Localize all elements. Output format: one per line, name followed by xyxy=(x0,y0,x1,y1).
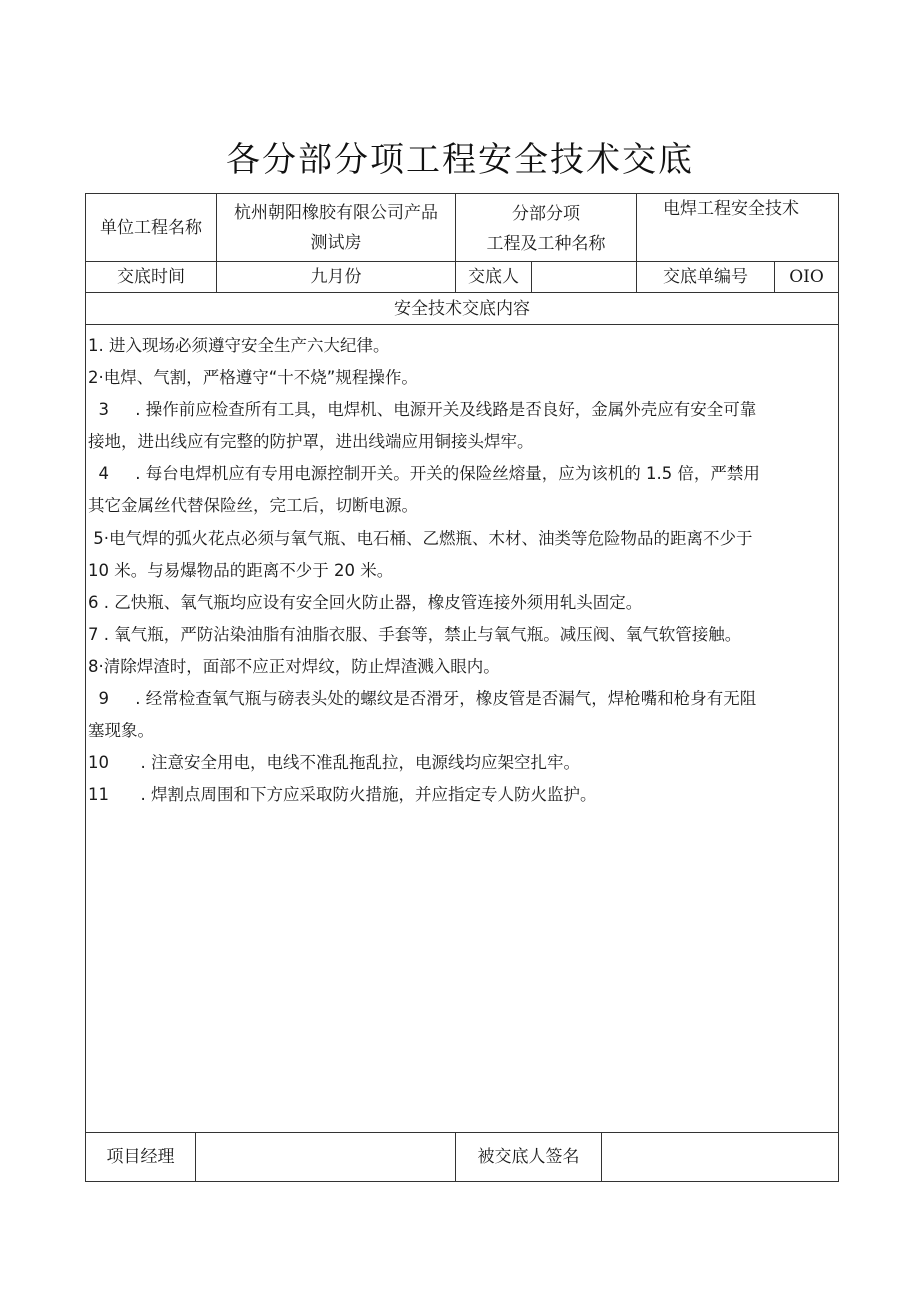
part-value: 电焊工程安全技术 xyxy=(663,199,799,219)
unit-value-line-1: 杭州朝阳橡胶有限公司产品 xyxy=(234,203,438,223)
disclosure-form xyxy=(85,193,839,1182)
content-line: 5·电气焊的弧火花点必须与氧气瓶、电石桶、乙燃瓶、木材、油类等危险物品的距离不少于 xyxy=(88,529,753,548)
content-line: 10 米。与易爆物品的距离不少于 20 米。 xyxy=(88,561,394,580)
number-value: OIO xyxy=(789,267,824,287)
content-line: 接地，进出线应有完整的防护罩，进出线端应用铜接头焊牢。 xyxy=(88,432,534,451)
content-line: 塞现象。 xyxy=(88,721,154,740)
manager-label: 项目经理 xyxy=(106,1147,175,1167)
content-line: 其它金属丝代替保险丝，完工后，切断电源。 xyxy=(88,496,418,515)
content-line: 8·清除焊渣时，面部不应正对焊纹，防止焊渣溅入眼内。 xyxy=(88,657,500,676)
person-value xyxy=(532,262,636,292)
content-line: 3 . 操作前应检查所有工具，电焊机、电源开关及线路是否良好，金属外壳应有安全可靠 xyxy=(88,400,757,419)
content-line: 10 . 注意安全用电，电线不准乱拖乱拉，电源线均应架空扎牢。 xyxy=(88,753,580,772)
content-line: 7 . 氧气瓶，严防沾染油脂有油脂衣服、手套等，禁止与氧气瓶。减压阀、氧气软管接触。 xyxy=(88,625,742,644)
time-value: 九月份 xyxy=(310,267,362,287)
unit-value xyxy=(217,196,455,260)
part-label-line-1: 分部分项 xyxy=(512,204,580,224)
sign-label: 被交底人签名 xyxy=(477,1147,580,1167)
unit-label: 单位工程名称 xyxy=(100,217,202,238)
time-label: 交底时间 xyxy=(117,267,185,287)
page-title: 各分部分项工程安全技术交底 xyxy=(226,140,694,180)
part-label xyxy=(456,198,636,260)
part-label-line-2: 工程及工种名称 xyxy=(486,234,606,254)
number-label: 交底单编号 xyxy=(663,267,748,287)
content-line: 4 . 每台电焊机应有专用电源控制开关。开关的保险丝熔量，应为该机的 1.5 倍，严禁用 xyxy=(88,464,760,483)
person-label: 交底人 xyxy=(468,267,519,287)
content-line: 2·电焊、气割，严格遵守“十不烧”规程操作。 xyxy=(88,368,418,387)
manager-signature-field[interactable] xyxy=(196,1133,455,1181)
content-line: 1. 进入现场必须遵守安全生产六大纪律。 xyxy=(88,336,390,355)
recipient-signature-field[interactable] xyxy=(602,1133,838,1181)
content-line: 9 . 经常检查氧气瓶与磅表头处的螺纹是否滑牙，橡皮管是否漏气，焊枪嘴和枪身有无阻 xyxy=(88,689,757,708)
unit-value-line-2: 测试房 xyxy=(310,233,362,253)
content-line: 11 . 焊割点周围和下方应采取防火措施，并应指定专人防火监护。 xyxy=(88,785,597,804)
row-divider xyxy=(86,324,838,325)
content-line: 6 . 乙快瓶、氧气瓶均应设有安全回火防止器，橡皮管连接外须用轧头固定。 xyxy=(88,593,643,612)
content-header: 安全技术交底内容 xyxy=(394,298,530,319)
